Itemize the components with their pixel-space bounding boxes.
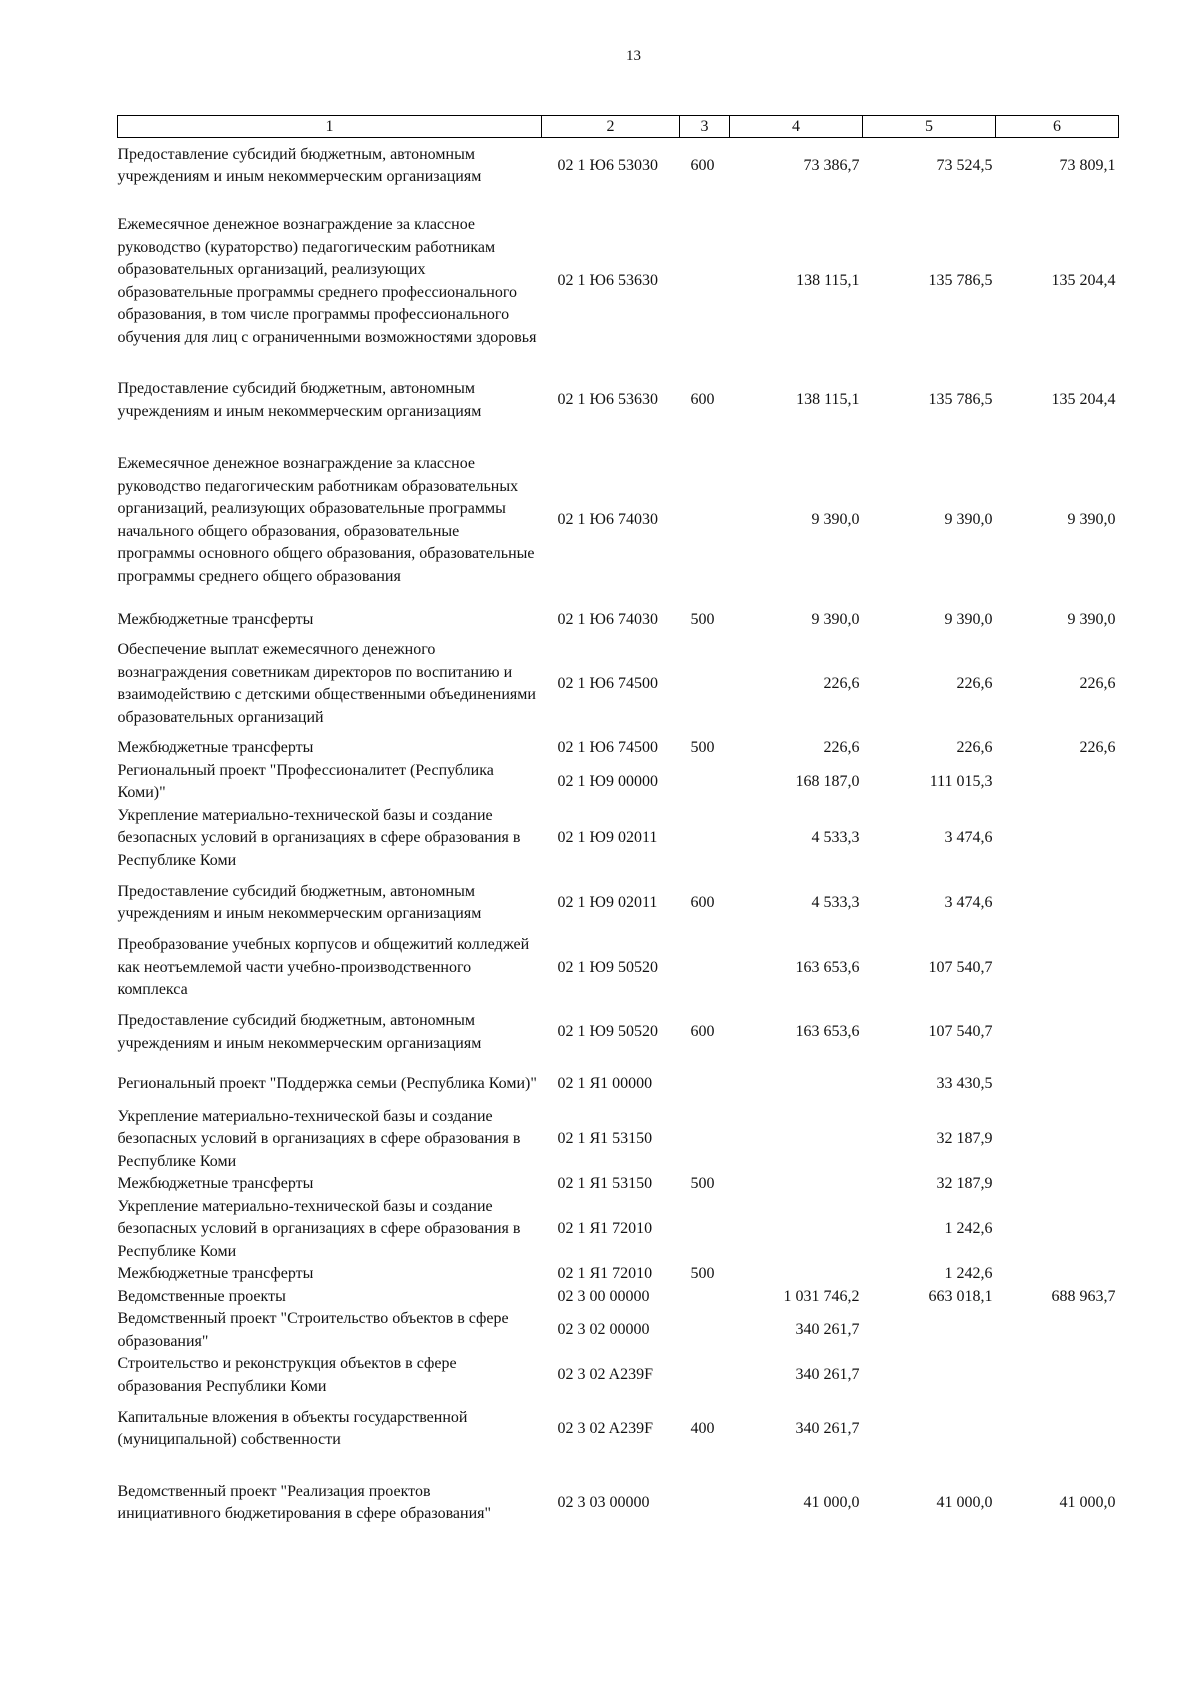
- row-type: [680, 1353, 730, 1398]
- table-row: [118, 433, 1119, 609]
- table-row: [118, 1263, 1119, 1286]
- table-row: [118, 1398, 1119, 1460]
- row-value-4: 340 261,7: [795, 1366, 860, 1384]
- row-value-4: 163 653,6: [795, 958, 860, 976]
- row-value-4: 73 386,7: [803, 157, 860, 174]
- row-value-6: [996, 760, 1119, 805]
- row-value-4: 168 187,0: [795, 772, 860, 790]
- row-type: 600: [690, 893, 715, 911]
- row-value-6: 9 390,0: [1067, 610, 1116, 628]
- row-code: 02 1 Я1 53150: [557, 1175, 653, 1192]
- row-type: [680, 1064, 730, 1106]
- table-row: [118, 1196, 1119, 1264]
- row-value-5: 9 390,0: [944, 610, 993, 628]
- row-name: Межбюджетные трансферты: [117, 1265, 314, 1282]
- row-name: Предоставление субсидий бюджетным, автономным учреждениям и иным некоммерческим организациям: [117, 1012, 482, 1052]
- row-type: 400: [690, 1419, 715, 1437]
- row-value-5: 111 015,3: [929, 772, 993, 790]
- row-type: [680, 934, 730, 1002]
- row-value-5: 226,6: [956, 739, 993, 756]
- row-type: [680, 1106, 730, 1174]
- table-row: [118, 609, 1119, 632]
- row-value-4: 1 031 746,2: [783, 1287, 860, 1305]
- row-code: 02 3 02 A239F: [557, 1419, 654, 1437]
- row-code: 02 1 Ю6 74500: [557, 674, 658, 692]
- row-value-4: 340 261,7: [795, 1321, 860, 1339]
- table-row: [118, 1353, 1119, 1398]
- row-value-6: [996, 1173, 1119, 1196]
- row-value-4: 9 390,0: [811, 511, 860, 529]
- row-value-4: 4 533,3: [811, 829, 860, 846]
- row-value-5: 107 540,7: [928, 1023, 993, 1041]
- row-code: 02 3 03 00000: [557, 1493, 650, 1511]
- row-name: Межбюджетные трансферты: [117, 1175, 314, 1192]
- table-row: [118, 1286, 1119, 1309]
- table-row: [118, 737, 1119, 760]
- row-value-6: 9 390,0: [1067, 511, 1116, 529]
- row-name: Предоставление субсидий бюджетным, автономным учреждениям и иным некоммерческим организациям: [117, 145, 482, 186]
- row-value-6: [996, 1263, 1119, 1286]
- row-code: 02 3 02 00000: [557, 1321, 650, 1339]
- row-name: Ведомственные проекты: [117, 1287, 286, 1305]
- row-code: 02 3 02 A239F: [557, 1366, 654, 1384]
- row-value-6: [996, 1002, 1119, 1064]
- table-row: [118, 760, 1119, 805]
- table-row: [118, 1064, 1119, 1106]
- row-type: 500: [690, 739, 715, 756]
- row-value-5: 107 540,7: [928, 958, 993, 976]
- row-value-6: 135 204,4: [1051, 391, 1116, 409]
- row-value-5: [863, 1398, 996, 1460]
- row-name: Обеспечение выплат ежемесячного денежного вознаграждения советникам директоров по воспитанию и взаимодействию с детскими общественными объединениями образовательных организаций: [117, 641, 536, 726]
- table-row: [118, 1460, 1119, 1546]
- row-value-6: [996, 1398, 1119, 1460]
- row-name: Предоставление субсидий бюджетным, автономным учреждениям и иным некоммерческим организациям: [117, 882, 482, 922]
- row-name: Ежемесячное денежное вознаграждение за классное руководство педагогическим работникам образовательных организаций, реализующих образовательные программы начального общего образования, образовательные программы основного общего образования, образовательные программы среднего общего образования: [117, 455, 535, 585]
- row-code: 02 1 Ю9 00000: [557, 772, 658, 790]
- row-value-4: 138 115,1: [796, 272, 860, 290]
- column-header: 1: [118, 116, 542, 138]
- row-code: 02 1 Ю6 53030: [557, 157, 658, 174]
- row-value-4: [730, 1173, 863, 1196]
- row-type: 500: [690, 1175, 715, 1192]
- row-value-4: 138 115,1: [796, 391, 860, 409]
- row-value-4: 41 000,0: [803, 1493, 860, 1511]
- table-row: [118, 369, 1119, 433]
- row-code: 02 1 Ю9 02011: [557, 829, 658, 846]
- row-value-5: 3 474,6: [944, 893, 993, 911]
- row-value-5: 32 187,9: [936, 1130, 993, 1147]
- row-name: Ежемесячное денежное вознаграждение за классное руководство (кураторство) педагогическим работникам образовательных организаций, реализующих образовательные программы среднего профессионального образования, в том числе программы профессионального обучения для лиц с ограниченными возможностями здоровья: [117, 216, 537, 346]
- column-header: 5: [863, 116, 996, 138]
- row-value-4: 163 653,6: [795, 1023, 860, 1041]
- row-code: 02 1 Ю9 50520: [557, 958, 658, 976]
- row-name: Укрепление материально-технической базы и создание безопасных условий в организациях в сфере образования в Республике Коми: [117, 1197, 521, 1260]
- row-value-5: 41 000,0: [936, 1493, 993, 1511]
- column-header: 3: [680, 116, 730, 138]
- table-row: [118, 631, 1119, 737]
- row-name: Региональный проект "Профессионалитет (Республика Коми)": [117, 761, 494, 801]
- row-value-4: 226,6: [823, 674, 860, 692]
- row-type: 500: [690, 1265, 715, 1282]
- row-value-5: 1 242,6: [944, 1220, 993, 1237]
- row-name: Межбюджетные трансферты: [117, 739, 314, 756]
- row-value-6: 135 204,4: [1051, 272, 1116, 290]
- row-value-6: 226,6: [1079, 674, 1116, 692]
- row-name: Предоставление субсидий бюджетным, автономным учреждениям и иным некоммерческим организациям: [117, 380, 482, 420]
- row-type: 500: [690, 610, 715, 628]
- row-name: Строительство и реконструкция объектов в сфере образования Республики Коми: [117, 1355, 457, 1395]
- row-value-5: [863, 1308, 996, 1353]
- row-code: 02 1 Ю6 74030: [557, 610, 658, 628]
- row-name: Преобразование учебных корпусов и общежитий колледжей как неотъемлемой части учебно-производственного комплекса: [117, 936, 530, 998]
- row-value-6: [996, 1353, 1119, 1398]
- row-code: 02 1 Ю6 74500: [557, 739, 658, 756]
- row-type: 600: [690, 157, 715, 174]
- row-value-6: [996, 872, 1119, 934]
- row-name: Капитальные вложения в объекты государственной (муниципальной) собственности: [117, 1408, 468, 1448]
- row-type: 600: [690, 1023, 715, 1041]
- row-value-4: 9 390,0: [811, 610, 860, 628]
- row-value-5: 32 187,9: [936, 1175, 993, 1192]
- row-value-5: 135 786,5: [928, 391, 993, 409]
- row-code: 02 1 Ю6 53630: [557, 391, 658, 409]
- row-value-4: [730, 1196, 863, 1264]
- column-header: 2: [542, 116, 680, 138]
- row-type: [680, 631, 730, 737]
- row-value-5: 73 524,5: [936, 157, 993, 174]
- row-code: 02 3 00 00000: [557, 1287, 650, 1305]
- page-number: 13: [626, 48, 641, 64]
- row-name: Укрепление материально-технической базы и создание безопасных условий в организациях в сфере образования в Республике Коми: [117, 806, 521, 869]
- row-type: [680, 1308, 730, 1353]
- row-type: [680, 1460, 730, 1546]
- row-code: 02 1 Ю9 50520: [557, 1023, 658, 1041]
- row-value-5: 1 242,6: [944, 1265, 993, 1282]
- row-value-6: [996, 934, 1119, 1002]
- row-code: 02 1 Я1 53150: [557, 1130, 653, 1147]
- row-value-5: 33 430,5: [936, 1075, 993, 1093]
- row-value-6: [996, 1308, 1119, 1353]
- table-row: [118, 1002, 1119, 1064]
- row-name: Региональный проект "Поддержка семьи (Республика Коми)": [117, 1075, 537, 1093]
- row-value-6: [996, 1196, 1119, 1264]
- table-row: [118, 934, 1119, 1002]
- row-code: 02 1 Ю6 74030: [557, 511, 658, 529]
- row-value-6: 226,6: [1079, 739, 1116, 756]
- row-value-5: 3 474,6: [944, 829, 993, 846]
- budget-table: [117, 115, 1119, 1546]
- row-code: 02 1 Я1 72010: [557, 1220, 653, 1237]
- table-body: [118, 138, 1119, 1547]
- row-code: 02 1 Ю6 53630: [557, 272, 658, 290]
- row-type: [680, 1286, 730, 1309]
- row-value-4: [730, 1106, 863, 1174]
- row-type: [680, 760, 730, 805]
- table-row: [118, 1308, 1119, 1353]
- column-header-row: [118, 116, 1119, 138]
- row-value-4: [730, 1064, 863, 1106]
- row-type: [680, 805, 730, 873]
- table-row: [118, 805, 1119, 873]
- table-row: [118, 872, 1119, 934]
- table-row: [118, 138, 1119, 195]
- row-value-5: 9 390,0: [944, 511, 993, 529]
- row-value-6: [996, 1106, 1119, 1174]
- row-value-4: [730, 1263, 863, 1286]
- row-value-4: 340 261,7: [795, 1419, 860, 1437]
- table-row: [118, 195, 1119, 369]
- row-value-6: [996, 1064, 1119, 1106]
- row-value-6: 688 963,7: [1051, 1287, 1116, 1305]
- row-type: 600: [690, 391, 715, 409]
- row-name: Укрепление материально-технической базы и создание безопасных условий в организациях в сфере образования в Республике Коми: [117, 1107, 521, 1170]
- table-row: [118, 1106, 1119, 1174]
- column-header: 6: [996, 116, 1119, 138]
- row-name: Ведомственный проект "Реализация проектов инициативного бюджетирования в сфере образования": [117, 1482, 492, 1522]
- row-type: [680, 195, 730, 369]
- row-value-5: 135 786,5: [928, 272, 993, 290]
- row-value-6: [996, 805, 1119, 873]
- row-value-5: 226,6: [956, 674, 993, 692]
- row-value-5: 663 018,1: [928, 1287, 993, 1305]
- row-code: 02 1 Ю9 02011: [557, 893, 658, 911]
- row-type: [680, 1196, 730, 1264]
- row-name: Ведомственный проект "Строительство объектов в сфере образования": [117, 1310, 509, 1350]
- row-type: [680, 433, 730, 609]
- row-value-6: 73 809,1: [1059, 157, 1116, 174]
- row-code: 02 1 Я1 72010: [557, 1265, 653, 1282]
- column-header: 4: [730, 116, 863, 138]
- row-value-6: 41 000,0: [1059, 1493, 1116, 1511]
- table-row: [118, 1173, 1119, 1196]
- row-value-5: [863, 1353, 996, 1398]
- row-value-4: 226,6: [823, 739, 860, 756]
- row-name: Межбюджетные трансферты: [117, 610, 314, 628]
- row-value-4: 4 533,3: [811, 893, 860, 911]
- row-code: 02 1 Я1 00000: [557, 1075, 653, 1093]
